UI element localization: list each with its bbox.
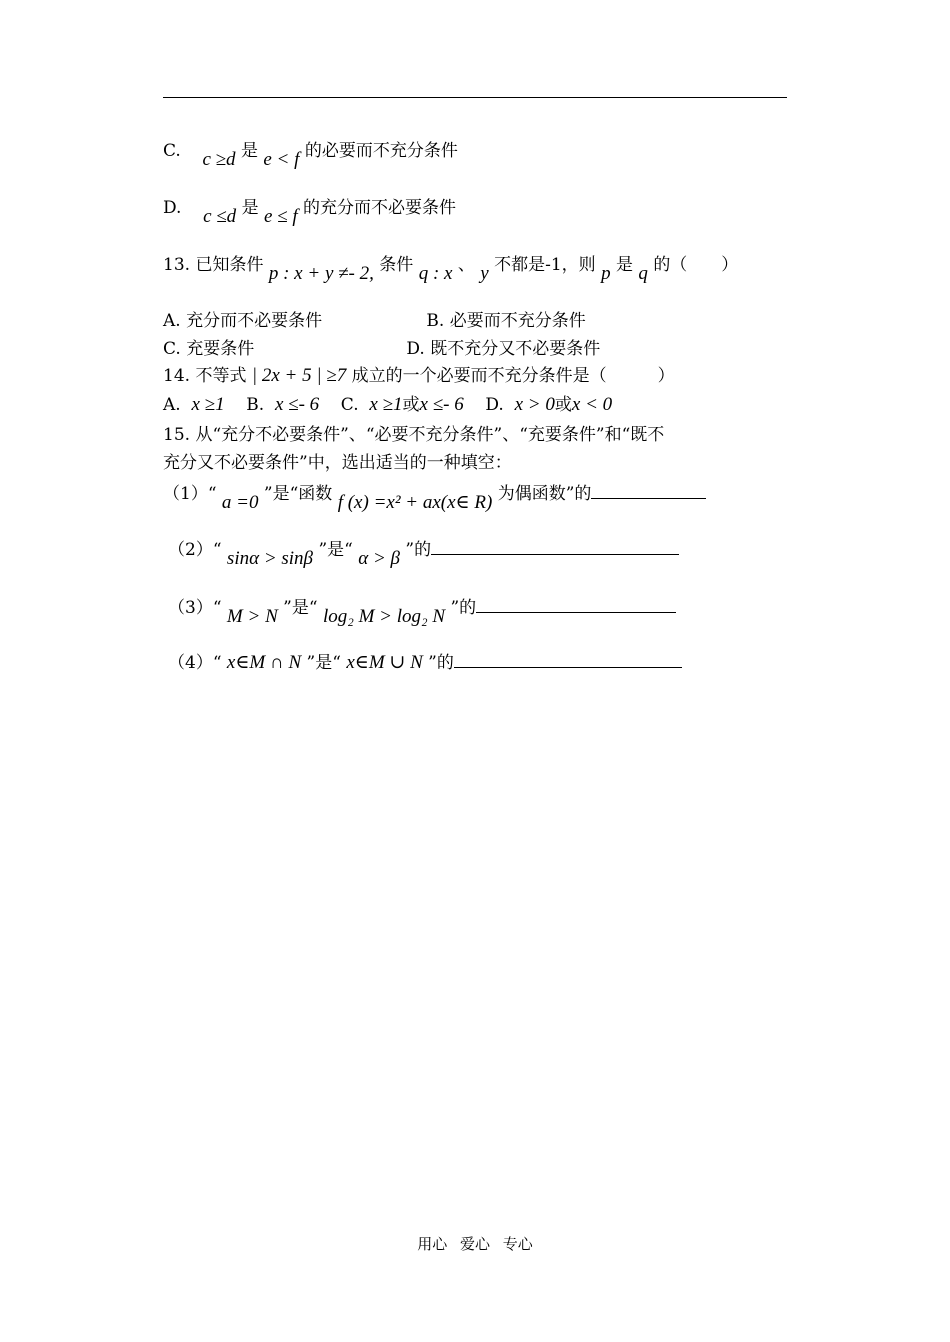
answer-blank-4[interactable] — [454, 649, 682, 668]
part-3: （3）“ M > N ”是“ log₂ M > log₂ N ”的 — [168, 593, 676, 619]
question-13-options-cd: C. 充要条件 D. 既不充分又不必要条件 — [163, 339, 601, 359]
answer-blank-1[interactable] — [591, 480, 706, 499]
option-d-line: D. c ≤d 是 e ≤ f 的充分而不必要条件 — [163, 198, 457, 227]
part-2: （2）“ sinα > sinβ ”是“ α > β ”的 — [168, 535, 679, 561]
part-4: （4）“ x∈M ∩ N ”是“ x∈M ∪ N ”的 — [168, 648, 682, 674]
question-13: 13. 已知条件 p : x + y ≠- 2, 条件 q : x 、 y 不都是-1，则 p 是 q 的（ ） — [163, 255, 739, 284]
header-rule — [163, 97, 787, 98]
answer-blank-3[interactable] — [476, 594, 676, 613]
part-1: （1）“ a =0 ”是“函数 f (x) =x² + ax(x∈ R) 为偶函数”的 — [163, 479, 706, 505]
answer-blank-2[interactable] — [431, 536, 679, 555]
question-14-options: A. x ≥1 B. x ≤- 6 C. x ≥1或x ≤- 6 D. x > 0或x < 0 — [163, 394, 613, 415]
option-c-line: C. c ≥d 是 e < f 的必要而不充分条件 — [163, 141, 458, 170]
question-13-options-ab: A. 充分而不必要条件 B. 必要而不充分条件 — [163, 311, 586, 331]
page-footer: 用心 爱心 专心 — [417, 1235, 533, 1253]
question-15-line-1: 15. 从“充分不必要条件”、“必要不充分条件”、“充要条件”和“既不 — [163, 425, 665, 445]
question-15-line-2: 充分又不必要条件”中，选出适当的一种填空： — [163, 453, 512, 473]
question-14: 14. 不等式 | 2x + 5 | ≥7 成立的一个必要而不充分条件是（ ） — [163, 365, 675, 386]
